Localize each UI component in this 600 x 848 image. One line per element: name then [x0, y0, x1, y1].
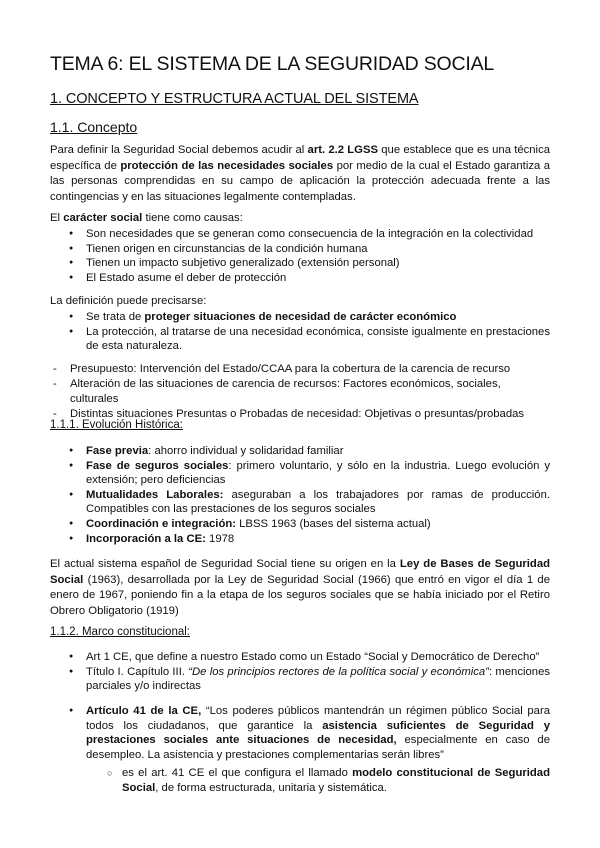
list-item: - Distintas situaciones Presuntas o Probadas de necesidad: Objetivas o presuntas/probadas [50, 407, 550, 422]
list-item: ● Fase previa: ahorro individual y solidaridad familiar [50, 444, 550, 459]
definicion-label: La definición puede precisarse: [50, 295, 207, 307]
list-item: ○ es el art. 41 CE el que configura el llamado modelo constitucional de Seguridad Social, de forma estructurada, unitaria y sistemática. [50, 766, 550, 796]
marco-sublist [50, 766, 550, 796]
list-item: - Alteración de las situaciones de carencia de recursos: Factores económicos, sociales, culturales [50, 377, 550, 407]
definicion-list [50, 310, 550, 354]
list-item: ● Son necesidades que se generan como consecuencia de la integración en la colectividad [50, 227, 550, 242]
marco-list [50, 650, 550, 694]
list-item: ● Art 1 CE, que define a nuestro Estado como un Estado “Social y Democrático de Derecho” [50, 650, 550, 665]
section-heading-1-1: 1.1. Concepto [50, 119, 138, 135]
list-item: ● Se trata de proteger situaciones de necesidad de carácter económico [50, 310, 550, 325]
caracter-list [50, 227, 550, 285]
section-heading-1-1-1: 1.1.1. Evolución Histórica: [50, 419, 183, 431]
list-item: ● Coordinación e integración: LBSS 1963 (bases del sistema actual) [50, 517, 550, 532]
list-item: ● Título I. Capítulo III. “De los principios rectores de la política social y económica”: menciones parciales y/o indirectas [50, 665, 550, 694]
section-heading-1: 1. CONCEPTO Y ESTRUCTURA ACTUAL DEL SISTEMA [50, 91, 419, 107]
list-item: ● Tienen origen en circunstancias de la condición humana [50, 242, 550, 257]
page-title: TEMA 6: EL SISTEMA DE LA SEGURIDAD SOCIAL [50, 53, 495, 75]
list-item: ● Mutualidades Laborales: aseguraban a los trabajadores por ramas de producción. Compatibles con las prestaciones de los seguros sociales [50, 488, 550, 517]
list-item: ● La protección, al tratarse de una necesidad económica, consiste igualmente en prestaciones de esta naturaleza. [50, 325, 550, 354]
caracter-label: El carácter social tiene como causas: [50, 212, 243, 224]
dash-list [50, 362, 550, 422]
evolucion-list [50, 444, 550, 546]
list-item: ● Artículo 41 de la CE, “Los poderes públicos mantendrán un régimen público Social para todos los ciudadanos, que garantice la asistencia suficientes de Seguridad y prestaciones sociales ante situaciones de necesidad, especialmente en caso de desempleo. La asistencia y prestaciones complementarias serán libres” [50, 704, 550, 762]
list-item: ● El Estado asume el deber de protección [50, 271, 550, 286]
marco-article-list [50, 704, 550, 762]
list-item: ● Fase de seguros sociales: primero voluntario, y sólo en la industria. Luego evolución y extensión; pero deficiencias [50, 459, 550, 488]
list-item: - Presupuesto: Intervención del Estado/CCAA para la cobertura de la carencia de recurso [50, 362, 550, 377]
list-item: ● Incorporación a la CE: 1978 [50, 532, 550, 547]
intro-paragraph: Para definir la Seguridad Social debemos acudir al art. 2.2 LGSS que establece que es una técnica específica de protección de las necesidades sociales por medio de la cual el Estado garantiza a las personas comprendidas en su campo de aplicación la protección adecuada frente a las contingencias y en las situaciones legalmente contempladas. [50, 144, 551, 203]
actual-paragraph: El actual sistema español de Seguridad Social tiene su origen en la Ley de Bases de Seguridad Social (1963), desarrollada por la Ley de Seguridad Social (1966) que entró en vigor el día 1 de enero de 1967, poniendo fin a la etapa de los seguros sociales que se había iniciado por el Retiro Obrero Obligatorio (1919) [50, 558, 550, 617]
section-heading-1-1-2: 1.1.2. Marco constitucional: [50, 626, 190, 638]
list-item: ● Tienen un impacto subjetivo generalizado (extensión personal) [50, 256, 550, 271]
